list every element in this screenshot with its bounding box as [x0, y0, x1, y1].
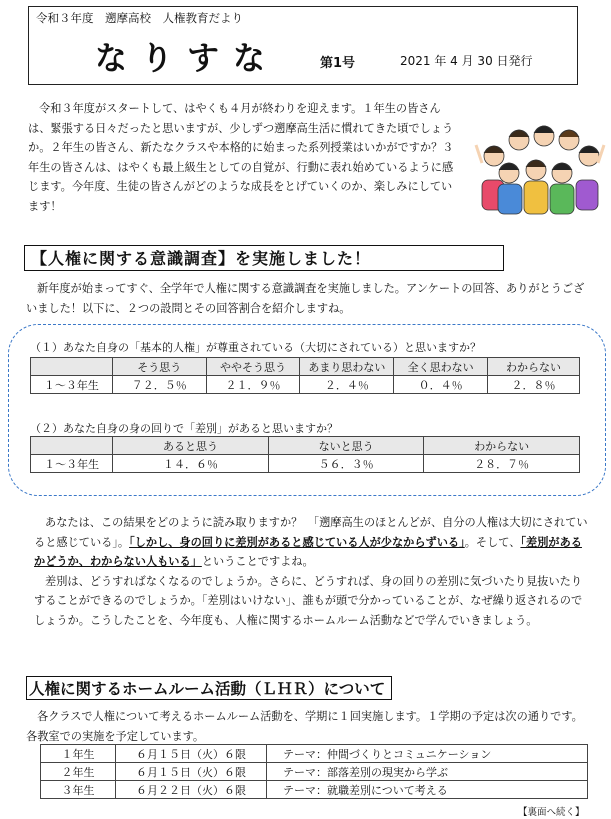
grade-cell: ３年生	[41, 781, 116, 799]
table-row-label: １～３年生	[31, 455, 113, 473]
lhr-paragraph: 各クラスで人権について考えるホームルーム活動を、学期に１回実施します。１学期の予定は次の通りです。各教室での実施を予定しています。	[26, 710, 583, 743]
table-cell: ２１．９％	[206, 376, 300, 394]
table-row	[31, 455, 580, 473]
theme-cell: テーマ：部落差別の現実から学ぶ	[267, 763, 588, 781]
table-header-cell: わからない	[424, 437, 580, 455]
table-cell: ７２．５％	[112, 376, 206, 394]
table-row	[41, 745, 588, 763]
table-header-cell: ややそう思う	[206, 358, 300, 376]
section-lhr-heading: 人権に関するホームルーム活動（ＬＨＲ）について	[26, 676, 392, 700]
survey-table-1	[30, 357, 580, 394]
table-row	[41, 781, 588, 799]
theme-cell: テーマ：就職差別について考える	[267, 781, 588, 799]
students-illustration-icon	[474, 118, 606, 218]
table-header-cell: 全く思わない	[394, 358, 488, 376]
table-header-cell: わからない	[488, 358, 580, 376]
table-header-cell	[31, 437, 113, 455]
section-survey-heading: 【人権に関する意識調査】を実施しました！	[24, 245, 504, 271]
reflection-paragraph-1: あなたは、この結果をどのように読み取りますか？ 「遡摩高生のほとんどが、自分の人権は大切にされていると感じている」。「しかし、身の回りに差別があると感じている人が少なからずいる」。そして、「差別があるかどうか、わからない人もいる」ということですよね。	[34, 516, 588, 568]
survey-table-2	[30, 436, 580, 473]
table-row	[31, 376, 580, 394]
newsletter-title: なりすな	[95, 39, 280, 77]
table-header-row	[31, 358, 580, 376]
date-cell: ６月２２日（火）６限	[116, 781, 267, 799]
table-cell: ０．４％	[394, 376, 488, 394]
intro-paragraph: 令和３年度がスタートして、はやくも４月が終わりを迎えます。１年生の皆さんは、緊張する日々だったと思いますが、少しずつ遡摩高生活に慣れてきた頃でしょうか。２年生の皆さん、新たなクラスや本格的に始まった系列授業はいかがですか？３年生の皆さんは、はやくも最上級生としての自覚が、行動に表れ始めているように感じます。今年度、生徒の皆さんがどのような成長をとげていくのか、楽しみにしています！	[28, 102, 454, 213]
theme-cell: テーマ：仲間づくりとコミュニケーション	[267, 745, 588, 763]
table-cell: １４．６％	[113, 455, 269, 473]
table-row	[41, 763, 588, 781]
table-header-cell: あると思う	[113, 437, 269, 455]
grade-cell: １年生	[41, 745, 116, 763]
date-cell: ６月１５日（火）６限	[116, 745, 267, 763]
date-cell: ６月１５日（火）６限	[116, 763, 267, 781]
continued-note: 【裏面へ続く】	[518, 807, 585, 818]
emphasis-text: 「差別があるかどうか、わからない人もいる」	[34, 535, 582, 568]
survey-question-2: （２）あなた自身の身の回りで「差別」があると思いますか？	[30, 422, 338, 435]
reflection-text	[34, 513, 589, 630]
table-header-cell: そう思う	[112, 358, 206, 376]
table-row-label: １～３年生	[31, 376, 113, 394]
table-cell: ２．８％	[488, 376, 580, 394]
issue-number: 第1号	[320, 56, 356, 71]
issue-date: 2021 年 4 月 30 日発行	[400, 54, 533, 68]
table-header-cell: あまり思わない	[300, 358, 394, 376]
grade-cell: ２年生	[41, 763, 116, 781]
table-header-cell: ないと思う	[268, 437, 424, 455]
reflection-paragraph-2: 差別は、どうすればなくなるのでしょうか。さらに、どうすれば、身の回りの差別に気づいたり見抜いたりすることができるのでしょうか。「差別はいけない」、誰もが頭で分かっていることが、なぜ繰り返されるのでしょうか。こうしたことを、今年度も、人権に関するホームルーム活動などで学んでいきましょう。	[34, 574, 583, 627]
table-header-row	[31, 437, 580, 455]
table-cell: ５６．３％	[268, 455, 424, 473]
lhr-schedule-table	[40, 744, 588, 799]
table-header-cell	[31, 358, 113, 376]
survey-intro-paragraph: 新年度が始まってすぐ、全学年で人権に関する意識調査を実施しました。アンケートの回答、ありがとうございました！以下に、２つの設問とその回答割合を紹介しますね。	[26, 282, 585, 315]
table-cell: ２．４％	[300, 376, 394, 394]
survey-question-1: （１）あなた自身の「基本的人権」が尊重されている（大切にされている）と思いますか？	[30, 341, 481, 354]
emphasis-text: 「しかし、身の回りに差別があると感じている人が少なからずいる」	[129, 535, 465, 549]
table-cell: ２８．７％	[424, 455, 580, 473]
header-subtitle: 令和３年度 遡摩高校 人権教育だより	[36, 11, 243, 25]
